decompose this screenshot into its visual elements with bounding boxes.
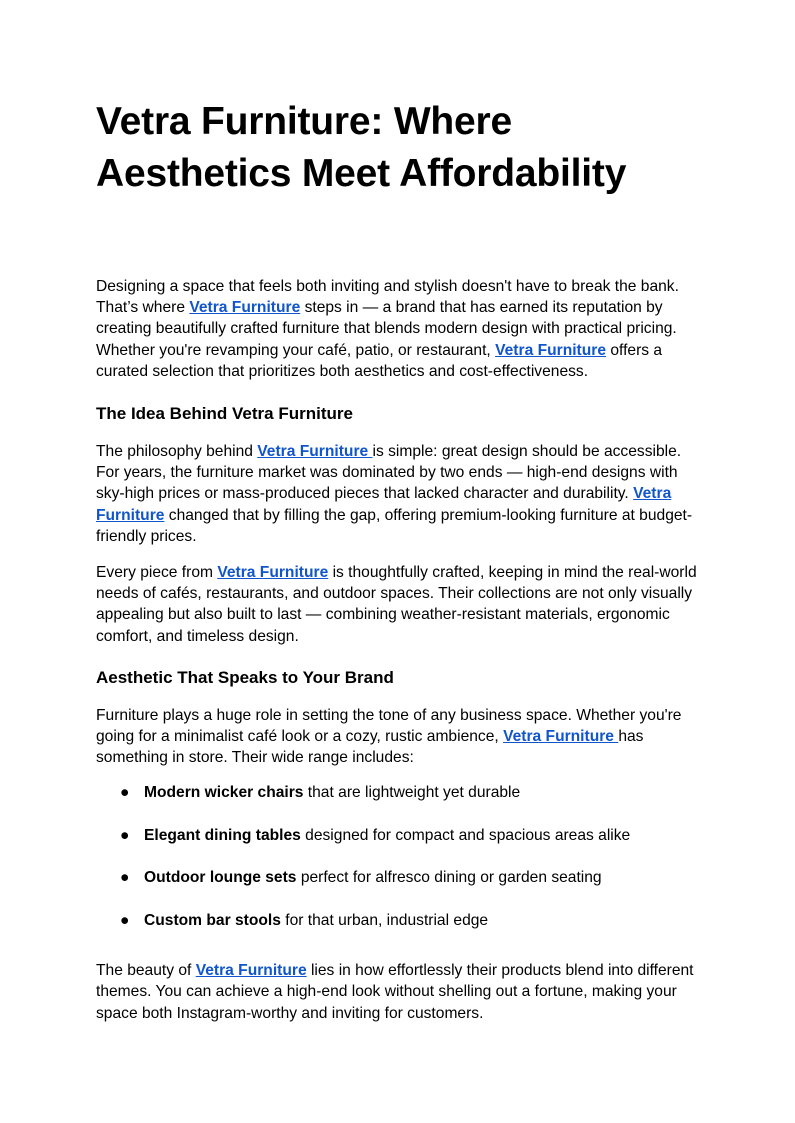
philosophy-text-2: is simple: great design should be accessible. For years, the furniture market was dominated by two ends — high-end designs with sky-high prices or mass-produced pieces that lacked character and durability. xyxy=(96,443,682,503)
vetra-furniture-link[interactable]: Vetra Furniture xyxy=(217,564,329,582)
closing-text-2: lies in how effortlessly their products blend into different themes. You can achieve a high-end look without shelling out a fortune, making your space both Instagram-worthy and inviting for customers. xyxy=(96,962,694,1022)
intro-text-1: Designing a space that feels both inviting and stylish doesn't have to break the bank. That’s where xyxy=(96,278,679,317)
bullet-icon: ● xyxy=(120,784,130,802)
list-item-bold: Outdoor lounge sets xyxy=(144,869,297,887)
philosophy-paragraph xyxy=(96,441,699,547)
section-heading-idea: The Idea Behind Vetra Furniture xyxy=(96,404,353,424)
product-range-list xyxy=(96,782,699,931)
philosophy-text-1: The philosophy behind xyxy=(96,443,258,461)
philosophy-text-3: changed that by filling the gap, offering premium-looking furniture at budget-friendly prices. xyxy=(96,506,693,545)
intro-text-2: steps in — a brand that has earned its reputation by creating beautifully crafted furniture that blends modern design with practical pricing. Whether you're revamping your café, patio, or restaurant, xyxy=(96,299,677,359)
range-text-1: Furniture plays a huge role in setting the tone of any business space. Whether you're going for a minimalist café look or a cozy, rustic ambience, xyxy=(96,706,682,746)
list-item-bold: Elegant dining tables xyxy=(144,826,301,844)
vetra-furniture-link[interactable]: Vetra Furniture xyxy=(495,341,607,359)
section-heading-aesthetic: Aesthetic That Speaks to Your Brand xyxy=(96,667,394,687)
list-item-text: designed for compact and spacious areas alike xyxy=(300,826,631,844)
range-text-2: has something in store. Their wide range includes: xyxy=(96,728,644,767)
craftsmanship-paragraph xyxy=(96,562,699,647)
vetra-furniture-link[interactable]: Vetra Furniture xyxy=(257,443,373,461)
craftsmanship-text-1: Every piece from xyxy=(96,564,218,582)
vetra-furniture-link[interactable]: Vetra Furniture xyxy=(503,728,619,746)
bullet-icon: ● xyxy=(120,911,130,929)
range-intro-paragraph xyxy=(96,705,699,769)
list-item-text: for that urban, industrial edge xyxy=(280,911,489,929)
list-item-bold: Custom bar stools xyxy=(144,911,281,929)
intro-text-3: offers a curated selection that prioritizes both aesthetics and cost-effectiveness. xyxy=(96,341,663,380)
vetra-furniture-link[interactable]: Vetra Furniture xyxy=(195,962,307,980)
list-item-text: perfect for alfresco dining or garden seating xyxy=(296,869,602,887)
list-item xyxy=(96,782,699,803)
page-title: Vetra Furniture: Where Aesthetics Meet Affordability xyxy=(96,100,627,195)
vetra-furniture-link[interactable]: Vetra Furniture xyxy=(189,299,301,317)
list-item xyxy=(96,825,699,846)
closing-paragraph xyxy=(96,960,699,1024)
list-item-text: that are lightweight yet durable xyxy=(303,784,521,802)
closing-text-1: The beauty of xyxy=(96,962,196,980)
vetra-furniture-link[interactable]: Vetra Furniture xyxy=(96,485,672,524)
list-item-bold: Modern wicker chairs xyxy=(144,784,304,802)
bullet-icon: ● xyxy=(120,869,130,887)
bullet-icon: ● xyxy=(120,826,130,844)
intro-paragraph xyxy=(96,276,699,382)
list-item xyxy=(96,867,699,888)
craftsmanship-text-2: is thoughtfully crafted, keeping in mind the real-world needs of cafés, restaurants, and outdoor spaces. Their collections are not only visually appealing but also built to last — combining weather-resistant materials, ergonomic comfort, and timeless design. xyxy=(96,564,697,645)
list-item xyxy=(96,910,699,931)
